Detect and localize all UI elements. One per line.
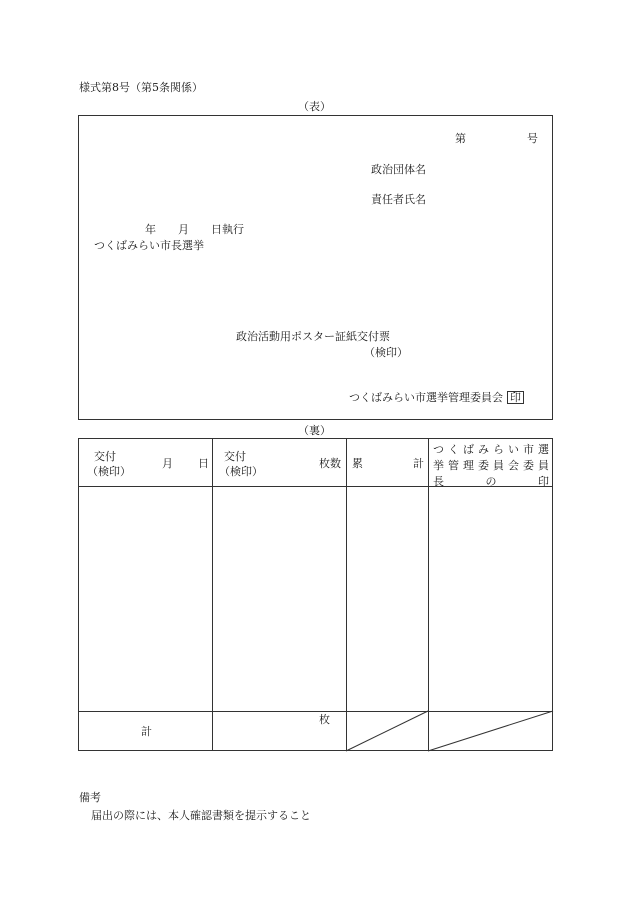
col1-month-label: 月 [162,457,173,470]
col1-delivery-label: 交付 [94,450,116,463]
representative-label: 責任者氏名 [371,193,426,206]
front-inspection-seal: （検印） [364,346,408,359]
number-kanji: 第 [455,132,466,145]
col1-day-label: 日 [198,457,209,470]
col4-char: ら [493,443,504,456]
col4-char: 長 [433,475,444,488]
col4-char: 会 [508,459,519,472]
election-name: つくばみらい市長選挙 [94,239,204,252]
col4-char: 委 [478,459,489,472]
col4-char: 印 [538,475,549,488]
front-label: （表） [298,100,331,113]
col4-char: ば [463,443,474,456]
col4-char: く [448,443,459,456]
col2-delivery-label: 交付 [224,450,246,463]
col3-cumulative-right: 計 [413,457,424,470]
total-label: 計 [141,725,152,738]
col4-header-row1 [433,441,549,457]
party-name-label: 政治団体名 [371,163,426,176]
ticket-title: 政治活動用ポスター証紙交付票 [236,330,390,343]
col4-total-diagonal [428,711,553,751]
col4-char: の [485,475,497,488]
col4-char: 理 [463,459,474,472]
col4-char: つ [433,443,444,456]
col4-char: 員 [538,459,549,472]
front-panel [78,115,553,420]
col4-header-row3 [433,473,549,489]
col4-char: 員 [493,459,504,472]
back-label: （裏） [298,424,331,437]
col4-header-row2 [433,457,549,473]
col2-count-label: 枚数 [319,457,341,470]
notes-heading: 備考 [79,791,101,804]
form-title: 様式第8号（第5条関係） [79,81,203,94]
col4-char: み [478,443,489,456]
committee-line [349,391,524,404]
col4-char: い [508,443,519,456]
col1-inspection-label: （検印） [87,465,131,478]
col2-inspection-label: （検印） [219,465,263,478]
col4-char: 委 [523,459,534,472]
col4-char: 挙 [433,459,444,472]
seal-box: 印 [507,391,524,404]
total-unit: 枚 [319,713,330,726]
col-divider-3 [428,438,429,751]
col4-char: 選 [538,443,549,456]
election-date-line: 年 月 日執行 [145,223,244,236]
number-suffix: 号 [527,132,538,145]
col4-char: 管 [448,459,459,472]
col-divider-1 [212,438,213,751]
col4-char: 市 [523,443,534,456]
col3-total-diagonal [346,711,428,751]
notes-text: 届出の際には、本人確認書類を提示すること [91,809,311,822]
committee-name: つくばみらい市選挙管理委員会 [349,391,503,404]
col-divider-2 [346,438,347,751]
col3-cumulative-left: 累 [352,457,363,470]
